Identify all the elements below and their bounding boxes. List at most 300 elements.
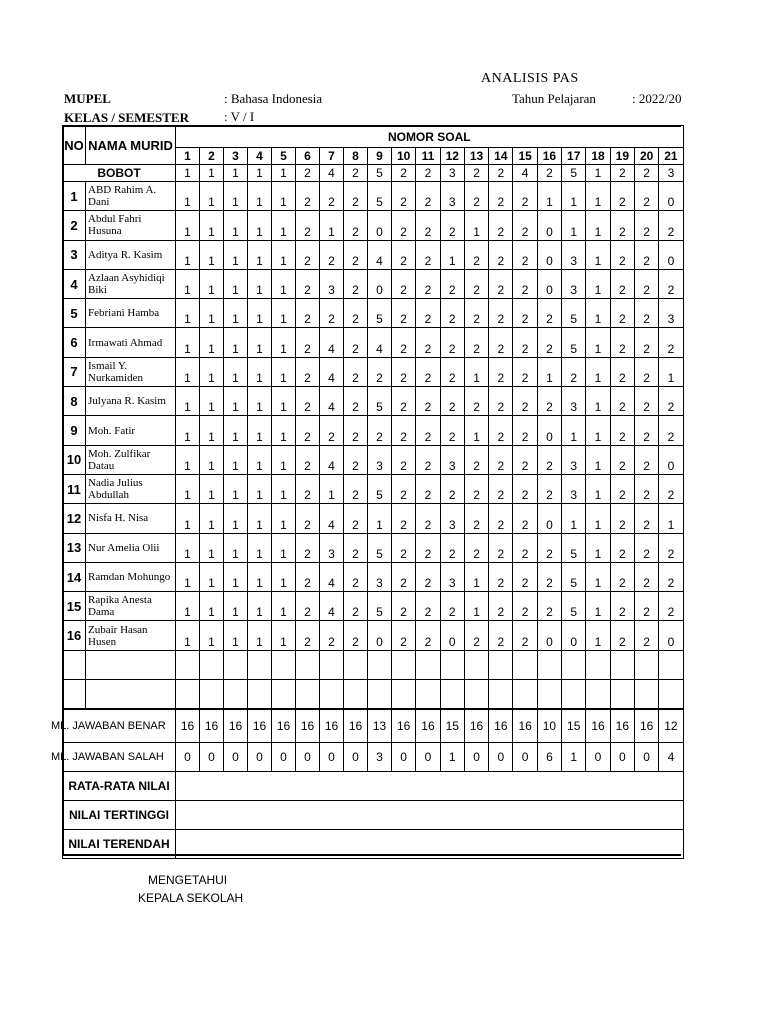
score-cell: 2 bbox=[416, 299, 440, 328]
score-cell: 1 bbox=[224, 445, 248, 474]
salah-count: 0 bbox=[586, 743, 610, 772]
score-cell: 2 bbox=[634, 592, 658, 621]
score-cell: 2 bbox=[610, 328, 634, 357]
salah-count: 0 bbox=[176, 743, 200, 772]
score-cell: 1 bbox=[176, 387, 200, 416]
kepala-sekolah-label: KEPALA SEKOLAH bbox=[138, 891, 244, 905]
empty-cell bbox=[368, 680, 392, 709]
empty-row bbox=[63, 680, 684, 709]
salah-count: 0 bbox=[200, 743, 224, 772]
score-cell: 0 bbox=[562, 621, 586, 650]
bobot-value: 2 bbox=[416, 165, 440, 182]
empty-row bbox=[63, 650, 684, 679]
score-cell: 5 bbox=[368, 533, 392, 562]
empty-cell bbox=[464, 650, 488, 679]
benar-count: 16 bbox=[320, 709, 344, 743]
score-cell: 2 bbox=[464, 533, 488, 562]
score-cell: 1 bbox=[586, 621, 610, 650]
student-no: 9 bbox=[63, 416, 86, 445]
salah-count: 0 bbox=[224, 743, 248, 772]
score-cell: 2 bbox=[392, 269, 416, 298]
score-cell: 1 bbox=[320, 211, 344, 240]
score-cell: 1 bbox=[272, 416, 296, 445]
score-cell: 1 bbox=[224, 533, 248, 562]
score-cell: 1 bbox=[200, 416, 224, 445]
score-cell: 1 bbox=[272, 357, 296, 386]
score-cell: 1 bbox=[586, 416, 610, 445]
salah-count: 4 bbox=[659, 743, 683, 772]
score-cell: 2 bbox=[513, 387, 537, 416]
salah-count: 1 bbox=[440, 743, 464, 772]
score-cell: 1 bbox=[200, 299, 224, 328]
nilai-tertinggi-row bbox=[63, 801, 684, 830]
score-cell: 2 bbox=[296, 445, 320, 474]
score-cell: 2 bbox=[440, 474, 464, 503]
score-cell: 2 bbox=[464, 445, 488, 474]
score-cell: 1 bbox=[248, 357, 272, 386]
salah-count: 0 bbox=[392, 743, 416, 772]
student-no: 5 bbox=[63, 299, 86, 328]
score-cell: 2 bbox=[610, 445, 634, 474]
student-row bbox=[63, 445, 684, 474]
score-cell: 2 bbox=[464, 182, 488, 211]
student-name: Moh. Fatir bbox=[86, 416, 176, 445]
score-cell: 1 bbox=[224, 621, 248, 650]
score-cell: 5 bbox=[562, 562, 586, 591]
question-number: 14 bbox=[489, 148, 513, 165]
student-name: Rapika Anesta Dama bbox=[86, 592, 176, 621]
score-cell: 1 bbox=[176, 240, 200, 269]
score-cell: 2 bbox=[634, 269, 658, 298]
score-cell: 5 bbox=[368, 474, 392, 503]
benar-count: 16 bbox=[610, 709, 634, 743]
empty-cell bbox=[489, 680, 513, 709]
student-row bbox=[63, 182, 684, 211]
salah-count: 1 bbox=[562, 743, 586, 772]
student-name: Ismail Y. Nurkamiden bbox=[86, 357, 176, 386]
student-row bbox=[63, 592, 684, 621]
score-cell: 1 bbox=[464, 416, 488, 445]
student-name: Abdul Fahri Husuna bbox=[86, 211, 176, 240]
score-cell: 3 bbox=[440, 562, 464, 591]
score-cell: 2 bbox=[320, 621, 344, 650]
bobot-value: 4 bbox=[320, 165, 344, 182]
score-cell: 2 bbox=[513, 357, 537, 386]
benar-count: 16 bbox=[489, 709, 513, 743]
score-cell: 2 bbox=[610, 357, 634, 386]
score-cell: 2 bbox=[344, 621, 368, 650]
score-cell: 1 bbox=[562, 182, 586, 211]
empty-cell bbox=[634, 650, 658, 679]
score-cell: 2 bbox=[513, 182, 537, 211]
score-cell: 2 bbox=[489, 240, 513, 269]
empty-cell bbox=[248, 650, 272, 679]
bobot-value: 5 bbox=[562, 165, 586, 182]
score-cell: 1 bbox=[200, 592, 224, 621]
score-cell: 1 bbox=[368, 504, 392, 533]
salah-count: 0 bbox=[272, 743, 296, 772]
score-cell: 5 bbox=[562, 592, 586, 621]
bobot-value: 2 bbox=[537, 165, 561, 182]
score-cell: 2 bbox=[296, 416, 320, 445]
score-cell: 2 bbox=[296, 533, 320, 562]
student-name: Zubair Hasan Husen bbox=[86, 621, 176, 650]
score-cell: 2 bbox=[659, 269, 683, 298]
benar-count: 16 bbox=[272, 709, 296, 743]
score-cell: 1 bbox=[586, 211, 610, 240]
score-cell: 2 bbox=[440, 211, 464, 240]
score-cell: 1 bbox=[440, 240, 464, 269]
student-no: 12 bbox=[63, 504, 86, 533]
score-cell: 1 bbox=[586, 240, 610, 269]
kelas-label: KELAS / SEMESTER bbox=[64, 110, 189, 125]
score-cell: 2 bbox=[440, 269, 464, 298]
score-cell: 1 bbox=[272, 182, 296, 211]
score-cell: 2 bbox=[344, 269, 368, 298]
benar-count: 12 bbox=[659, 709, 683, 743]
score-cell: 0 bbox=[368, 621, 392, 650]
student-name: Nisfa H. Nisa bbox=[86, 504, 176, 533]
score-cell: 1 bbox=[272, 445, 296, 474]
jawaban-benar-row bbox=[63, 709, 684, 743]
score-cell: 1 bbox=[586, 182, 610, 211]
no-header: NO bbox=[63, 126, 86, 165]
score-cell: 2 bbox=[513, 328, 537, 357]
bobot-value: 4 bbox=[513, 165, 537, 182]
score-cell: 2 bbox=[344, 328, 368, 357]
empty-cell bbox=[272, 680, 296, 709]
rata-rata-nilai-row bbox=[63, 772, 684, 801]
score-cell: 2 bbox=[610, 504, 634, 533]
score-cell: 2 bbox=[344, 474, 368, 503]
student-row bbox=[63, 533, 684, 562]
score-cell: 2 bbox=[416, 211, 440, 240]
score-cell: 2 bbox=[634, 621, 658, 650]
score-cell: 2 bbox=[634, 182, 658, 211]
question-number: 1 bbox=[176, 148, 200, 165]
benar-count: 10 bbox=[537, 709, 561, 743]
score-cell: 1 bbox=[464, 357, 488, 386]
score-cell: 2 bbox=[344, 504, 368, 533]
score-cell: 2 bbox=[464, 474, 488, 503]
score-cell: 1 bbox=[176, 357, 200, 386]
bobot-value: 2 bbox=[610, 165, 634, 182]
score-cell: 2 bbox=[513, 299, 537, 328]
score-cell: 4 bbox=[368, 240, 392, 269]
empty-cell bbox=[562, 650, 586, 679]
benar-count: 16 bbox=[416, 709, 440, 743]
score-cell: 2 bbox=[320, 182, 344, 211]
score-cell: 1 bbox=[200, 621, 224, 650]
nilai-tertinggi-value-cell bbox=[176, 801, 684, 830]
score-cell: 1 bbox=[586, 299, 610, 328]
score-cell: 2 bbox=[610, 182, 634, 211]
score-cell: 4 bbox=[320, 357, 344, 386]
benar-count: 16 bbox=[513, 709, 537, 743]
student-no: 3 bbox=[63, 240, 86, 269]
score-cell: 2 bbox=[392, 357, 416, 386]
score-cell: 2 bbox=[537, 474, 561, 503]
score-cell: 1 bbox=[272, 504, 296, 533]
score-cell: 2 bbox=[489, 504, 513, 533]
score-cell: 1 bbox=[272, 328, 296, 357]
score-cell: 1 bbox=[200, 562, 224, 591]
score-cell: 3 bbox=[320, 533, 344, 562]
score-cell: 2 bbox=[513, 592, 537, 621]
score-cell: 1 bbox=[248, 269, 272, 298]
score-cell: 0 bbox=[537, 211, 561, 240]
score-cell: 2 bbox=[513, 445, 537, 474]
bobot-value: 2 bbox=[464, 165, 488, 182]
student-row bbox=[63, 474, 684, 503]
student-name: Nur Amelia Olii bbox=[86, 533, 176, 562]
score-cell: 2 bbox=[634, 328, 658, 357]
question-number: 6 bbox=[296, 148, 320, 165]
score-cell: 2 bbox=[416, 474, 440, 503]
benar-count: 16 bbox=[200, 709, 224, 743]
score-cell: 2 bbox=[296, 357, 320, 386]
score-cell: 2 bbox=[513, 474, 537, 503]
score-cell: 2 bbox=[368, 416, 392, 445]
benar-count: 13 bbox=[368, 709, 392, 743]
salah-count: 0 bbox=[464, 743, 488, 772]
score-cell: 4 bbox=[320, 562, 344, 591]
score-cell: 1 bbox=[586, 387, 610, 416]
score-cell: 2 bbox=[296, 299, 320, 328]
score-cell: 2 bbox=[416, 240, 440, 269]
benar-count: 16 bbox=[248, 709, 272, 743]
score-cell: 1 bbox=[224, 562, 248, 591]
score-cell: 3 bbox=[440, 445, 464, 474]
question-number: 17 bbox=[562, 148, 586, 165]
empty-cell bbox=[610, 650, 634, 679]
score-cell: 2 bbox=[344, 416, 368, 445]
empty-cell bbox=[344, 650, 368, 679]
score-cell: 2 bbox=[634, 211, 658, 240]
rata-rata-nilai-label: RATA-RATA NILAI bbox=[63, 772, 176, 801]
score-cell: 4 bbox=[320, 387, 344, 416]
score-cell: 1 bbox=[248, 416, 272, 445]
score-cell: 0 bbox=[440, 621, 464, 650]
question-number: 3 bbox=[224, 148, 248, 165]
score-cell: 1 bbox=[586, 269, 610, 298]
empty-cell bbox=[200, 650, 224, 679]
empty-cell bbox=[368, 650, 392, 679]
score-cell: 0 bbox=[537, 240, 561, 269]
score-cell: 1 bbox=[200, 182, 224, 211]
student-no: 8 bbox=[63, 387, 86, 416]
benar-count: 16 bbox=[586, 709, 610, 743]
nama-murid-header: NAMA MURID bbox=[86, 126, 176, 165]
score-cell: 1 bbox=[248, 387, 272, 416]
bobot-value: 1 bbox=[248, 165, 272, 182]
score-cell: 4 bbox=[320, 445, 344, 474]
score-cell: 1 bbox=[586, 533, 610, 562]
score-cell: 1 bbox=[248, 562, 272, 591]
score-cell: 1 bbox=[562, 211, 586, 240]
question-number: 15 bbox=[513, 148, 537, 165]
student-no: 11 bbox=[63, 474, 86, 503]
benar-count: 16 bbox=[634, 709, 658, 743]
score-cell: 2 bbox=[513, 211, 537, 240]
score-cell: 2 bbox=[392, 211, 416, 240]
empty-cell bbox=[610, 680, 634, 709]
score-cell: 4 bbox=[320, 504, 344, 533]
salah-count: 0 bbox=[489, 743, 513, 772]
nilai-tertinggi-label: NILAI TERTINGGI bbox=[63, 801, 176, 830]
score-cell: 5 bbox=[368, 387, 392, 416]
score-cell: 2 bbox=[489, 269, 513, 298]
student-no: 6 bbox=[63, 328, 86, 357]
score-cell: 1 bbox=[200, 474, 224, 503]
empty-cell bbox=[634, 680, 658, 709]
score-cell: 1 bbox=[248, 299, 272, 328]
score-cell: 0 bbox=[659, 240, 683, 269]
score-cell: 2 bbox=[610, 621, 634, 650]
score-cell: 0 bbox=[659, 621, 683, 650]
score-cell: 5 bbox=[562, 328, 586, 357]
score-cell: 2 bbox=[296, 621, 320, 650]
empty-cell bbox=[248, 680, 272, 709]
score-cell: 1 bbox=[176, 299, 200, 328]
score-cell: 2 bbox=[440, 357, 464, 386]
empty-cell bbox=[176, 680, 200, 709]
score-cell: 2 bbox=[392, 299, 416, 328]
score-cell: 2 bbox=[344, 445, 368, 474]
score-cell: 2 bbox=[489, 328, 513, 357]
score-cell: 2 bbox=[513, 269, 537, 298]
score-cell: 4 bbox=[368, 328, 392, 357]
score-cell: 2 bbox=[634, 474, 658, 503]
score-cell: 2 bbox=[296, 474, 320, 503]
bobot-value: 5 bbox=[368, 165, 392, 182]
mupel-value: : Bahasa Indonesia bbox=[224, 91, 323, 106]
score-cell: 2 bbox=[440, 533, 464, 562]
score-cell: 2 bbox=[416, 328, 440, 357]
student-name: Febriani Hamba bbox=[86, 299, 176, 328]
score-cell: 1 bbox=[586, 592, 610, 621]
score-cell: 2 bbox=[320, 416, 344, 445]
jawaban-salah-label: ML. JAWABAN SALAH bbox=[63, 743, 176, 772]
score-cell: 1 bbox=[537, 182, 561, 211]
score-cell: 2 bbox=[464, 504, 488, 533]
score-cell: 1 bbox=[176, 504, 200, 533]
benar-count: 15 bbox=[440, 709, 464, 743]
empty-cell bbox=[562, 680, 586, 709]
score-cell: 2 bbox=[344, 240, 368, 269]
score-cell: 1 bbox=[248, 240, 272, 269]
score-cell: 1 bbox=[586, 445, 610, 474]
salah-count: 0 bbox=[416, 743, 440, 772]
empty-cell bbox=[586, 650, 610, 679]
student-row bbox=[63, 299, 684, 328]
score-cell: 2 bbox=[659, 474, 683, 503]
empty-cell bbox=[320, 650, 344, 679]
score-cell: 2 bbox=[344, 387, 368, 416]
score-cell: 2 bbox=[392, 387, 416, 416]
student-row bbox=[63, 211, 684, 240]
score-cell: 2 bbox=[659, 328, 683, 357]
score-cell: 2 bbox=[489, 474, 513, 503]
score-cell: 2 bbox=[368, 357, 392, 386]
score-cell: 0 bbox=[537, 269, 561, 298]
score-cell: 2 bbox=[296, 269, 320, 298]
score-cell: 3 bbox=[562, 445, 586, 474]
score-cell: 2 bbox=[416, 387, 440, 416]
score-cell: 2 bbox=[464, 299, 488, 328]
salah-count: 0 bbox=[610, 743, 634, 772]
question-number: 4 bbox=[248, 148, 272, 165]
score-cell: 5 bbox=[368, 592, 392, 621]
score-cell: 2 bbox=[513, 416, 537, 445]
score-cell: 1 bbox=[586, 504, 610, 533]
score-cell: 1 bbox=[248, 182, 272, 211]
score-cell: 2 bbox=[489, 182, 513, 211]
student-row bbox=[63, 240, 684, 269]
score-cell: 2 bbox=[513, 504, 537, 533]
score-cell: 1 bbox=[272, 562, 296, 591]
score-cell: 1 bbox=[272, 592, 296, 621]
score-cell: 2 bbox=[416, 621, 440, 650]
score-cell: 2 bbox=[416, 562, 440, 591]
score-cell: 1 bbox=[200, 269, 224, 298]
score-cell: 1 bbox=[200, 357, 224, 386]
score-cell: 1 bbox=[200, 328, 224, 357]
score-cell: 2 bbox=[296, 182, 320, 211]
score-cell: 2 bbox=[296, 211, 320, 240]
score-cell: 2 bbox=[537, 533, 561, 562]
score-cell: 1 bbox=[586, 328, 610, 357]
score-cell: 2 bbox=[634, 445, 658, 474]
student-row bbox=[63, 504, 684, 533]
score-cell: 1 bbox=[272, 387, 296, 416]
score-cell: 2 bbox=[440, 387, 464, 416]
score-cell: 2 bbox=[634, 299, 658, 328]
score-cell: 2 bbox=[489, 357, 513, 386]
student-row bbox=[63, 416, 684, 445]
score-cell: 2 bbox=[416, 357, 440, 386]
tahun-value: : 2022/20 bbox=[632, 91, 682, 106]
student-row bbox=[63, 562, 684, 591]
student-name: Azlaan Asyhidiqi Biki bbox=[86, 269, 176, 298]
score-cell: 4 bbox=[320, 592, 344, 621]
empty-cell bbox=[440, 650, 464, 679]
empty-cell bbox=[513, 680, 537, 709]
score-cell: 1 bbox=[176, 533, 200, 562]
score-cell: 1 bbox=[176, 328, 200, 357]
score-cell: 2 bbox=[440, 299, 464, 328]
student-no: 2 bbox=[63, 211, 86, 240]
benar-count: 16 bbox=[344, 709, 368, 743]
bobot-value: 2 bbox=[344, 165, 368, 182]
empty-cell bbox=[489, 650, 513, 679]
score-cell: 2 bbox=[392, 416, 416, 445]
score-cell: 3 bbox=[659, 299, 683, 328]
score-cell: 2 bbox=[659, 592, 683, 621]
score-cell: 2 bbox=[489, 211, 513, 240]
score-cell: 1 bbox=[248, 328, 272, 357]
student-no: 13 bbox=[63, 533, 86, 562]
score-cell: 2 bbox=[320, 240, 344, 269]
student-no: 16 bbox=[63, 621, 86, 650]
empty-cell bbox=[416, 680, 440, 709]
score-cell: 2 bbox=[320, 299, 344, 328]
score-cell: 2 bbox=[392, 328, 416, 357]
header-row bbox=[63, 126, 684, 148]
score-cell: 5 bbox=[562, 299, 586, 328]
score-cell: 2 bbox=[344, 357, 368, 386]
student-name: Aditya R. Kasim bbox=[86, 240, 176, 269]
